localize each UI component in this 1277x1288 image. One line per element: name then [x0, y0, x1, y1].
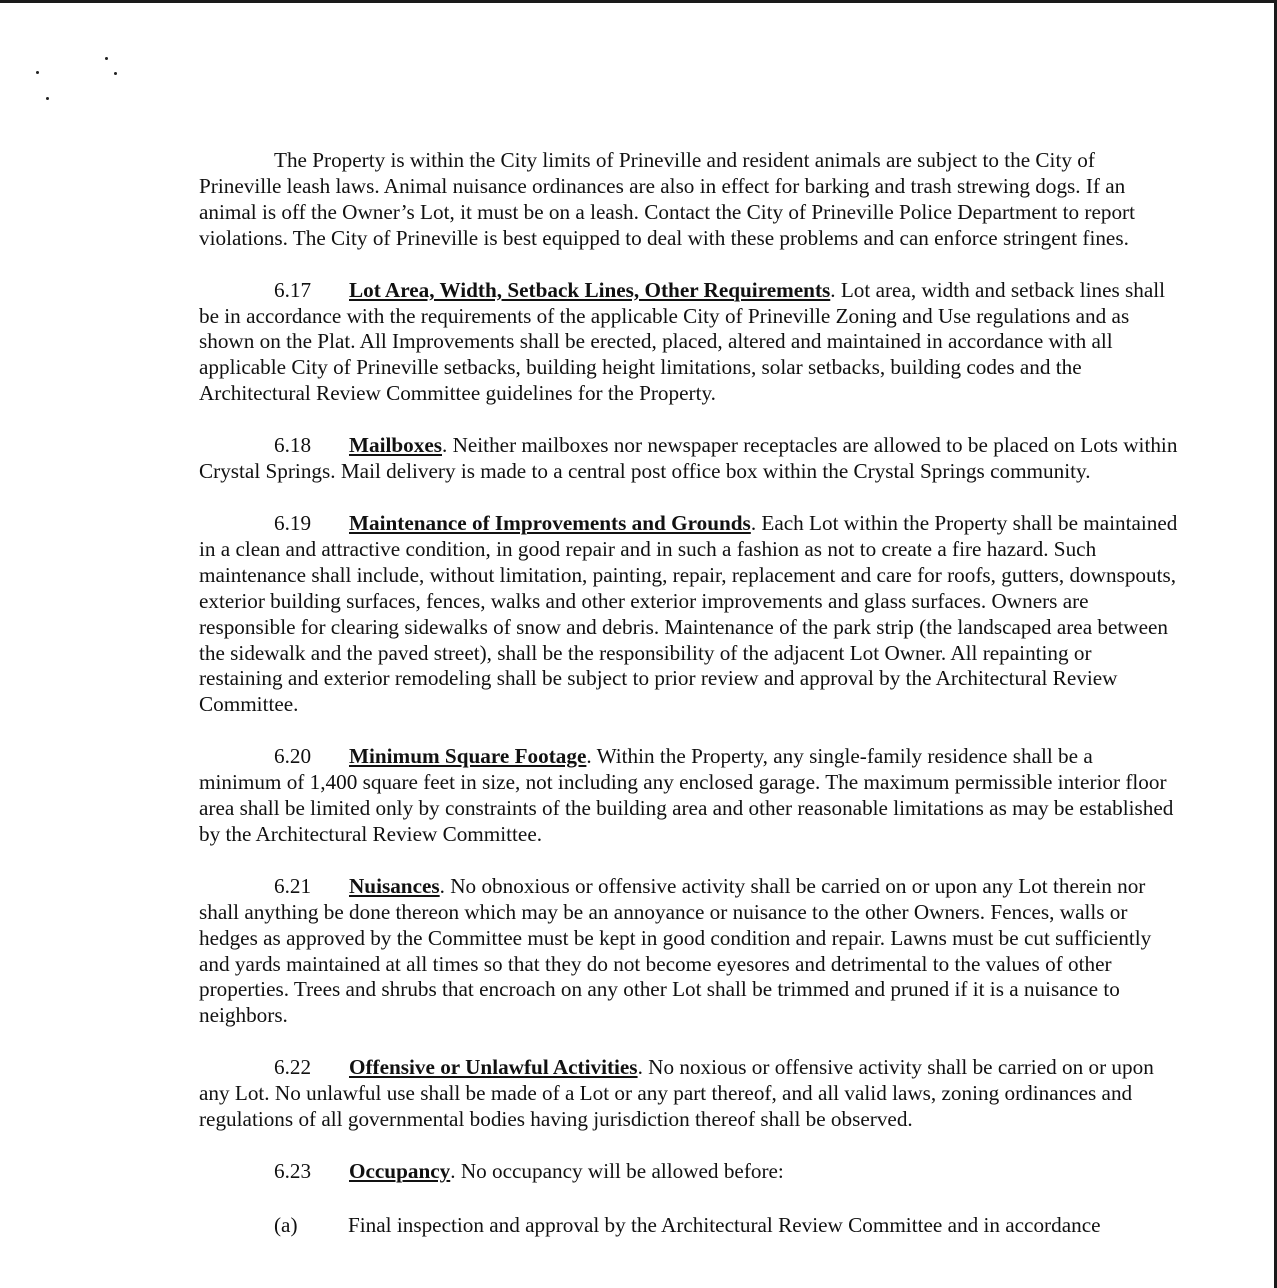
section-heading: Mailboxes — [349, 433, 442, 458]
section-text: . Neither mailboxes nor newspaper receptacles are allowed to be placed on Lots within Crystal Springs. Mail delivery is made to a central post office box within the Crystal Springs community. — [199, 433, 1178, 484]
scan-speck — [114, 72, 117, 75]
section-text: . Within the Property, any single-family residence shall be a minimum of 1,400 square feet in size, not including any enclosed garage. The maximum permissible interior floor area shall be limited only by constraints of the building area and other reasonable limitations as may be established by the Architectural Review Committee. — [199, 744, 1174, 846]
section-6-19 — [199, 511, 1179, 718]
section-6-20 — [199, 744, 1179, 848]
paragraph-text: The Property is within the City limits of Prineville and resident animals are subject to the City of Prineville leash laws. Animal nuisance ordinances are also in effect for barking and trash strewing dogs. If an animal is off the Owner’s Lot, it must be on a leash. Contact the City of Prineville Police Department to report violations. The City of Prineville is best equipped to deal with these problems and can enforce stringent fines. — [199, 148, 1135, 250]
section-number: 6.21 — [274, 873, 312, 898]
section-number: 6.23 — [274, 1159, 312, 1183]
section-text: . No obnoxious or offensive activity shall be carried on or upon any Lot therein nor shall anything be done thereon which may be an annoyance or nuisance to the other Owners. Fences, walls or hedges as approved by the Committee must be kept in good condition and repair. Lawns must be cut sufficiently and yards maintained at all times so that they do not become eyesores and detrimental to the values of other properties. Trees and shrubs that encroach on any other Lot shall be trimmed and pruned if it is a nuisance to neighbors. — [199, 873, 1152, 1028]
subitem-text: Final inspection and approval by the Architectural Review Committee and in accordance — [348, 1212, 1101, 1237]
section-text: . Each Lot within the Property shall be maintained in a clean and attractive condition, in good repair and in such a fashion as not to create a fire hazard. Such maintenance shall include, without limitation, painting, repair, replacement and care for roofs, gutters, downspouts, exterior building surfaces, fences, walks and other exterior improvements and glass surfaces. Owners are responsible for clearing sidewalks of snow and debris. Maintenance of the park strip (the landscaped area between the sidewalk and the paved street), shall be the responsibility of the adjacent Lot Owner. All repainting or restaining and exterior remodeling shall be subject to prior review and approval by the Architectural Review Committee. — [199, 510, 1178, 717]
section-heading: Nuisances — [349, 873, 440, 898]
section-6-21 — [199, 874, 1179, 1029]
subitem-a — [199, 1213, 1179, 1239]
section-text: . No noxious or offensive activity shall be carried on or upon any Lot. No unlawful use shall be made of a Lot or any part thereof, and all valid laws, zoning ordinances and regulations of all governmental bodies having jurisdiction thereof shall be observed. — [199, 1055, 1154, 1132]
section-text: . No occupancy will be allowed before: — [450, 1159, 784, 1183]
section-6-17 — [199, 278, 1179, 408]
section-heading: Minimum Square Footage — [349, 744, 587, 769]
section-heading: Maintenance of Improvements and Grounds — [349, 510, 751, 535]
scan-speck — [46, 97, 49, 100]
section-number: 6.20 — [274, 744, 312, 769]
section-number: 6.22 — [274, 1055, 312, 1080]
section-number: 6.19 — [274, 510, 312, 535]
section-heading: Occupancy — [349, 1159, 451, 1183]
scan-speck — [36, 71, 39, 74]
section-heading: Offensive or Unlawful Activities — [349, 1055, 638, 1080]
section-6-23 — [199, 1159, 1179, 1185]
section-6-22 — [199, 1055, 1179, 1133]
section-number: 6.17 — [274, 277, 312, 302]
section-text: . Lot area, width and setback lines shall be in accordance with the requirements of the applicable City of Prineville Zoning and Use regulations and as shown on the Plat. All Improvements shall be erected, placed, altered and maintained in accordance with all applicable City of Prineville setbacks, building height limitations, solar setbacks, building codes and the Architectural Review Committee guidelines for the Property. — [199, 277, 1166, 406]
document-body — [199, 148, 1179, 1239]
scan-speck — [105, 57, 108, 60]
section-number: 6.18 — [274, 433, 312, 458]
section-heading: Lot Area, Width, Setback Lines, Other Requirements — [349, 277, 831, 302]
section-6-18 — [199, 433, 1179, 485]
subitem-label: (a) — [274, 1212, 298, 1237]
intro-paragraph — [199, 148, 1179, 252]
